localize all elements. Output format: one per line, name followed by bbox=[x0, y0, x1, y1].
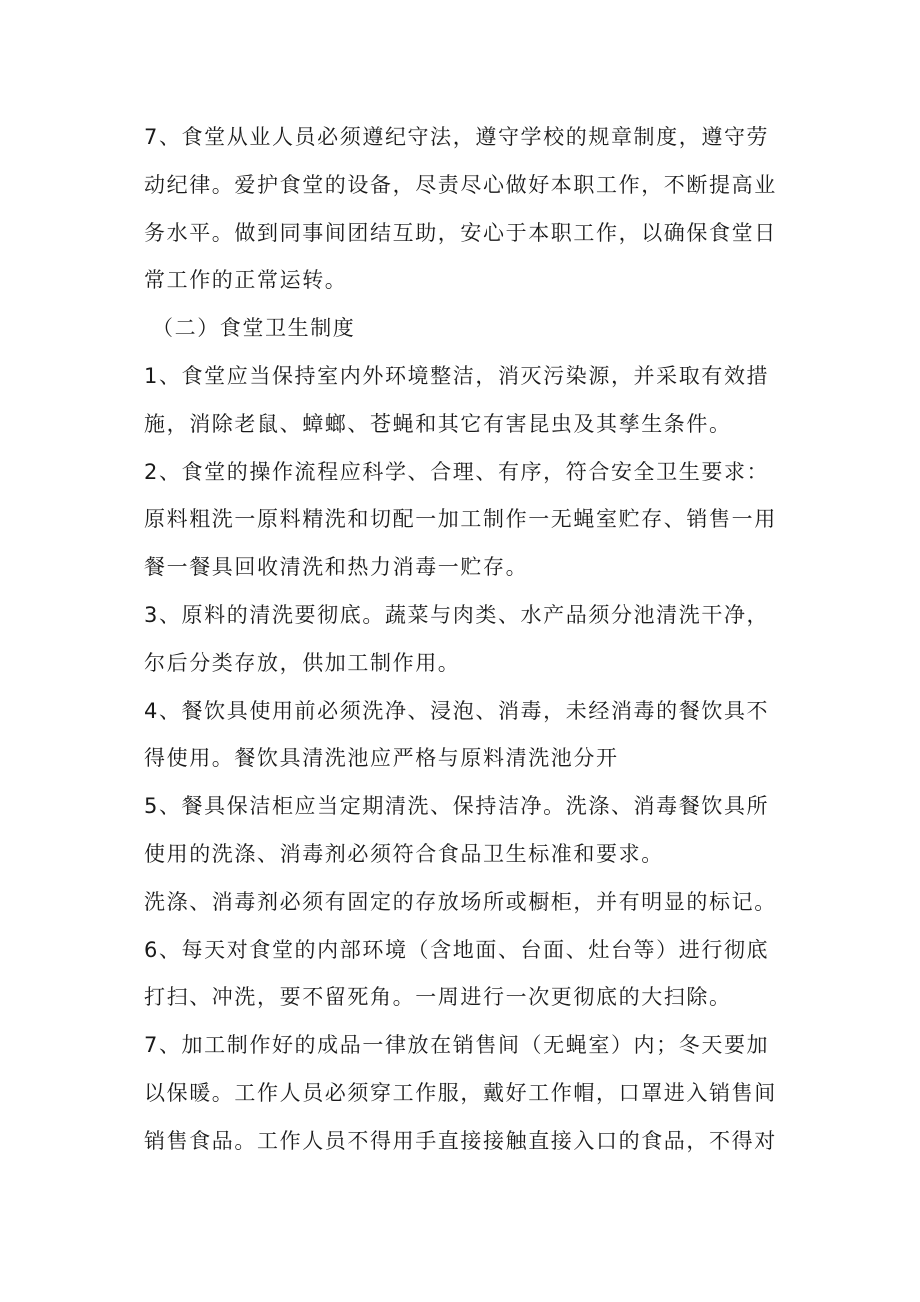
text-line: 销售食品。工作人员不得用手直接接触直接入口的食品，不得对 bbox=[144, 1128, 777, 1153]
text-line: 4、餐饮具使用前必须洗净、浸泡、消毒，未经消毒的餐饮具不 bbox=[144, 698, 770, 723]
text-line: 以保暖。工作人员必须穿工作服，戴好工作帽，口罩进入销售间 bbox=[144, 1080, 777, 1105]
text-line: 3、原料的清洗要彻底。蔬菜与肉类、水产品须分池清洗干净， bbox=[144, 602, 770, 627]
text-line: 务水平。做到同事间团结互助，安心于本职工作，以确保食堂日 bbox=[144, 220, 777, 245]
section-heading: （二）食堂卫生制度 bbox=[152, 316, 356, 341]
text-line: 5、餐具保洁柜应当定期清洗、保持洁净。洗涤、消毒餐饮具所 bbox=[144, 794, 770, 819]
text-line: 2、食堂的操作流程应科学、合理、有序，符合安全卫生要求： bbox=[144, 459, 770, 484]
text-line: 施，消除老鼠、蟑螂、苍蝇和其它有害昆虫及其孳生条件。 bbox=[144, 411, 732, 436]
text-line: 动纪律。爱护食堂的设备，尽责尽心做好本职工作，不断提高业 bbox=[144, 172, 777, 197]
text-line: 洗涤、消毒剂必须有固定的存放场所或橱柜，并有明显的标记。 bbox=[144, 889, 777, 914]
text-line: 打扫、冲洗，要不留死角。一周进行一次更彻底的大扫除。 bbox=[144, 985, 732, 1010]
text-line: 7、加工制作好的成品一律放在销售间（无蝇室）内；冬天要加 bbox=[144, 1033, 770, 1058]
document-body bbox=[144, 114, 804, 1166]
text-line: 原料粗洗一原料精洗和切配一加工制作一无蝇室贮存、销售一用 bbox=[144, 507, 777, 532]
text-line: 7、食堂从业人员必须遵纪守法，遵守学校的规章制度，遵守劳 bbox=[144, 125, 770, 149]
text-line: 1、食堂应当保持室内外环境整洁，消灭污染源，并采取有效措 bbox=[144, 363, 770, 388]
text-line: 6、每天对食堂的内部环境（含地面、台面、灶台等）进行彻底 bbox=[144, 937, 770, 962]
text-line: 常工作的正常运转。 bbox=[144, 268, 348, 293]
text-line: 餐一餐具回收清洗和热力消毒一贮存。 bbox=[144, 555, 529, 580]
text-line: 得使用。餐饮具清洗池应严格与原料清洗池分开 bbox=[144, 746, 619, 771]
text-line: 尔后分类存放，供加工制作用。 bbox=[144, 650, 461, 675]
text-line: 使用的洗涤、消毒剂必须符合食品卫生标准和要求。 bbox=[144, 841, 664, 866]
